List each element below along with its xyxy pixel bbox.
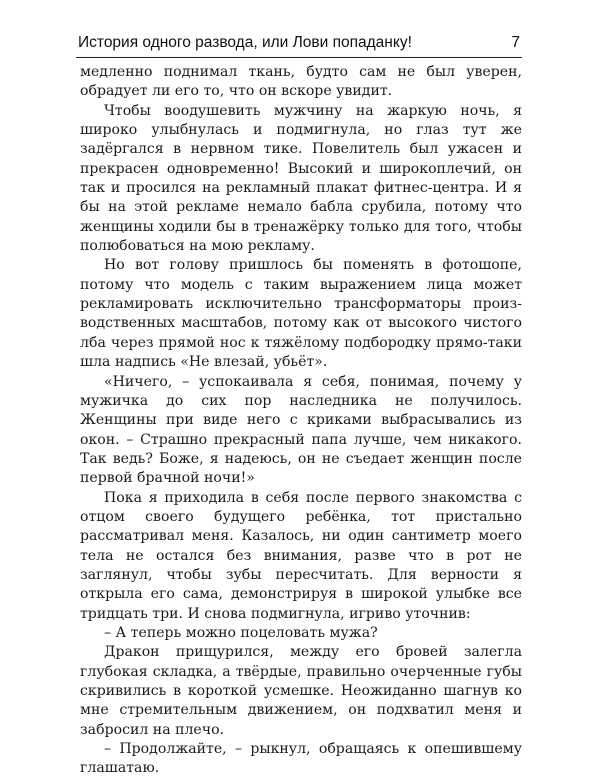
- paragraph: Но вот голову пришлось бы поменять в фотошопе, потому что модель с таким выражением лица может рекламировать исключительно трансформаторы производственных масштабов, потому как от высокого чистого лба через прямой нос к тяжёлому подбородку прямо-таки шла надпись «Не влезай, убьёт».: [80, 257, 522, 371]
- paragraph: Пока я приходила в себя после первого знакомства с отцом своего будущего ребёнка, тот пристально рассматривал меня. Казалось, ни один сантиметр моего тела не остался без внимания, разве что в рот не заглянул, чтобы зубы пересчитать. Для верности я открыла его сама, демонстрируя в широкой улыбке все тридцать три. И снова подмигнула, игриво уточнив:: [80, 489, 522, 622]
- running-header: [76, 31, 522, 55]
- body-text: [80, 63, 522, 779]
- page-number: 7: [511, 34, 520, 51]
- dialogue-line: – Продолжайте, – рыкнул, обращаясь к опешившему глашатаю.: [80, 741, 522, 777]
- paragraph: «Ничего, – успокаивала я себя, понимая, почему у мужичка до сих пор наследника не получилось. Женщины при виде него с криками выбрасывались из окон. – Страшно прекрасный папа лучше, чем никакого. Так ведь? Боже, я надеюсь, он не съедает женщин после первой брачной ночи!»: [80, 373, 522, 487]
- paragraph-continued: медленно поднимал ткань, будто сам не был уверен, обрадует ли его то, что он вскоре увидит.: [80, 64, 522, 100]
- paragraph: Дракон прищурился, между его бровей залегла глубокая складка, а твёрдые, правильно очерченные губы скривились в короткой усмешке. Неожиданно шагнув ко мне стремительным движением, он подхватил меня и забросил на плечо.: [80, 644, 522, 738]
- header-divider: [76, 57, 522, 58]
- book-title: История одного развода, или Лови попаданку!: [78, 34, 412, 51]
- paragraph: Чтобы воодушевить мужчину на жаркую ночь, я широко улыбнулась и подмигнула, но глаз тут же задёргался в нервном тике. Повелитель был ужасен и прекрасен одновременно! Высокий и широкоплечий, он так и просился на рекламный плакат фитнес-центра. И я бы на этой рекламе немало бабла срубила, потому что женщины ходили бы в тренажёрку только для того, чтобы полюбоваться на мою рекламу.: [80, 102, 522, 255]
- dialogue-line: – А теперь можно поцеловать мужа?: [104, 624, 378, 641]
